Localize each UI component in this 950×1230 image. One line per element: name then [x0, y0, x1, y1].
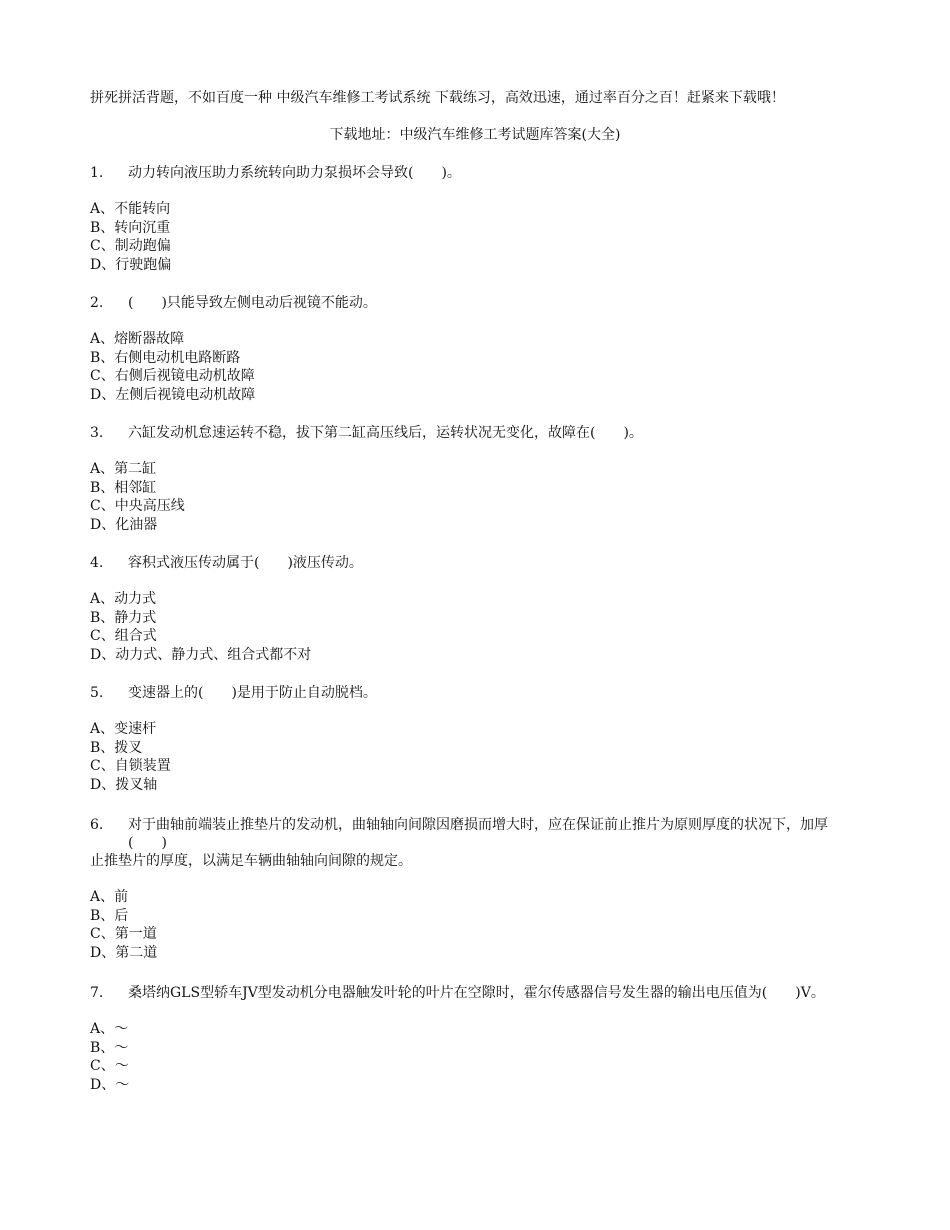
option-list — [90, 720, 865, 794]
option-item: C、中央高压线 — [90, 498, 185, 514]
question-block — [90, 424, 865, 534]
option-item: A、～ — [90, 1021, 129, 1037]
option-item: D、化油器 — [90, 516, 158, 533]
option-item: D、第二道 — [90, 944, 158, 961]
question-block — [90, 984, 865, 1094]
question-text: ( )只能导致左侧电动后视镜不能动。 — [128, 295, 377, 311]
question-number: 3. — [90, 425, 104, 441]
option-item: B、后 — [90, 907, 129, 924]
question-block — [90, 684, 865, 794]
option-item: D、左侧后视镜电动机故障 — [90, 386, 256, 403]
option-list — [90, 460, 865, 534]
question-text: 容积式液压传动属于( )液压传动。 — [128, 555, 363, 571]
question-text-continued: 止推垫片的厚度，以满足车辆曲轴轴向间隙的规定。 — [90, 853, 412, 869]
option-item: B、静力式 — [90, 609, 157, 626]
option-item: A、熔断器故障 — [90, 331, 185, 347]
option-item: B、右侧电动机电路断路 — [90, 349, 241, 366]
question-text: 对于曲轴前端装止推垫片的发动机，曲轴轴向间隙因磨损而增大时，应在保证前止推片为原则厚度的状况下，加厚( ) — [128, 817, 828, 851]
option-item: C、自锁装置 — [90, 758, 171, 774]
option-item: B、～ — [90, 1039, 129, 1056]
option-list — [90, 200, 865, 274]
question-number: 6. — [90, 817, 104, 833]
download-link-line[interactable]: 下载地址：中级汽车维修工考试题库答案(大全) — [329, 127, 621, 143]
question-number: 4. — [90, 555, 104, 571]
option-item: C、第一道 — [90, 926, 157, 942]
intro-paragraph: 拼死拼活背题，不如百度一种 中级汽车维修工考试系统 下载练习，高效迅速，通过率百分之百！赶紧来下载哦！ — [90, 90, 785, 106]
question-number: 5. — [90, 685, 104, 701]
option-item: D、拨叉轴 — [90, 776, 158, 793]
option-item: D、行驶跑偏 — [90, 256, 172, 273]
option-item: A、动力式 — [90, 591, 157, 607]
option-list — [90, 590, 865, 664]
option-item: C、右侧后视镜电动机故障 — [90, 368, 255, 384]
option-item: A、前 — [90, 889, 129, 905]
option-list — [90, 330, 865, 404]
question-text: 动力转向液压助力系统转向助力泵损坏会导致( )。 — [128, 165, 461, 181]
option-list — [90, 1020, 865, 1094]
option-item: C、组合式 — [90, 628, 157, 644]
option-list — [90, 888, 865, 962]
question-number: 2. — [90, 295, 104, 311]
question-block — [90, 816, 865, 962]
option-item: B、相邻缸 — [90, 479, 157, 496]
question-block — [90, 554, 865, 664]
option-item: A、变速杆 — [90, 721, 157, 737]
option-item: D、动力式、静力式、组合式都不对 — [90, 646, 312, 663]
option-item: A、第二缸 — [90, 461, 157, 477]
option-item: D、～ — [90, 1076, 130, 1093]
question-text: 六缸发动机怠速运转不稳，拔下第二缸高压线后，运转状况无变化，故障在( )。 — [128, 425, 643, 441]
question-block — [90, 164, 865, 274]
question-number: 1. — [90, 165, 104, 181]
question-text: 变速器上的( )是用于防止自动脱档。 — [128, 685, 377, 701]
option-item: B、转向沉重 — [90, 219, 171, 236]
question-number: 7. — [90, 985, 104, 1001]
option-item: B、拨叉 — [90, 739, 143, 756]
question-text: 桑塔纳GLS型轿车JV型发动机分电器触发叶轮的叶片在空隙时，霍尔传感器信号发生器的输出电压值为( )V。 — [128, 985, 825, 1001]
option-item: C、～ — [90, 1058, 129, 1074]
option-item: C、制动跑偏 — [90, 238, 171, 254]
question-block — [90, 294, 865, 404]
option-item: A、不能转向 — [90, 201, 171, 217]
